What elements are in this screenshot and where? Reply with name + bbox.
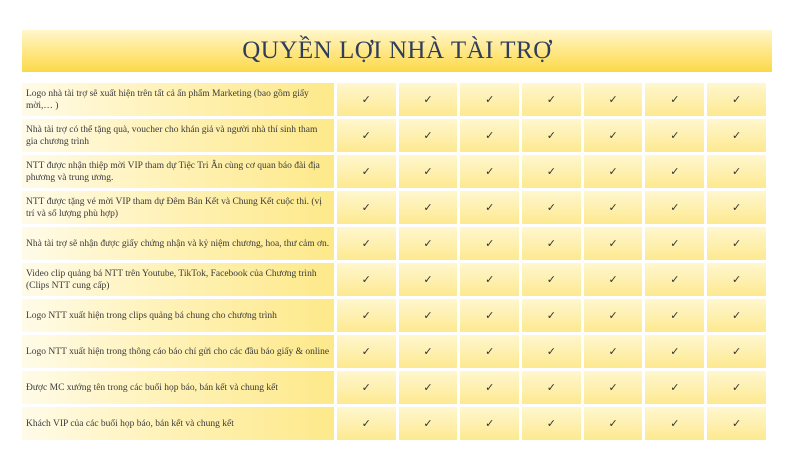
check-cell [522, 119, 581, 152]
benefit-label: Logo NTT xuất hiện trong thông cáo báo chí gửi cho các đầu báo giấy & online [22, 335, 334, 368]
check-cell [399, 299, 458, 332]
check-cell [399, 335, 458, 368]
check-cell [522, 191, 581, 224]
benefit-label: Logo nhà tài trợ sẽ xuất hiện trên tất cả ấn phẩm Marketing (bao gồm giấy mời,… ) [22, 83, 334, 116]
table-row [22, 371, 766, 404]
checkmark-icon: ✓ [485, 273, 495, 286]
checkmark-icon: ✓ [423, 417, 433, 430]
checkmark-icon: ✓ [423, 165, 433, 178]
check-cell [522, 371, 581, 404]
checkmark-icon: ✓ [731, 93, 742, 106]
check-cell [707, 335, 766, 368]
table-row [22, 227, 766, 260]
check-cell [460, 407, 519, 440]
checkmark-icon: ✓ [361, 237, 371, 250]
check-cell [460, 119, 519, 152]
checkmark-icon: ✓ [731, 273, 742, 286]
check-cell [584, 407, 643, 440]
check-cell [707, 191, 766, 224]
check-cell [584, 371, 643, 404]
checkmark-icon: ✓ [608, 93, 618, 106]
check-cell [522, 299, 581, 332]
check-cell [337, 155, 396, 188]
benefit-label: Nhà tài trợ sẽ nhận được giấy chứng nhận và kỷ niệm chương, hoa, thư cảm ơn. [22, 227, 334, 260]
check-cell [584, 191, 643, 224]
check-cell [645, 263, 704, 296]
benefit-label: Nhà tài trợ có thể tặng quà, voucher cho khán giả và người nhà thí sinh tham gia chương trình [22, 119, 334, 152]
check-cell [399, 407, 458, 440]
check-cell [337, 299, 396, 332]
checkmark-icon: ✓ [423, 129, 433, 142]
check-cell [460, 227, 519, 260]
check-cell [337, 83, 396, 116]
page-title: QUYỀN LỢI NHÀ TÀI TRỢ [242, 37, 552, 64]
check-cell [460, 191, 519, 224]
checkmark-icon: ✓ [670, 201, 680, 214]
checkmark-icon: ✓ [608, 381, 618, 394]
checkmark-icon: ✓ [485, 165, 495, 178]
checkmark-icon: ✓ [670, 309, 680, 322]
checkmark-icon: ✓ [485, 201, 495, 214]
check-cell [460, 371, 519, 404]
checkmark-icon: ✓ [546, 93, 556, 106]
check-cell [337, 263, 396, 296]
check-cell [707, 119, 766, 152]
checkmark-icon: ✓ [485, 237, 495, 250]
checkmark-icon: ✓ [361, 273, 371, 286]
checkmark-icon: ✓ [546, 237, 556, 250]
check-cell [645, 299, 704, 332]
checkmark-icon: ✓ [731, 381, 742, 394]
check-cell [399, 227, 458, 260]
checkmark-icon: ✓ [670, 165, 680, 178]
benefit-label: Video clip quảng bá NTT trên Youtube, TikTok, Facebook của Chương trình (Clips NTT cung cấp) [22, 263, 334, 296]
table-row [22, 155, 766, 188]
benefits-table [19, 80, 769, 443]
checkmark-icon: ✓ [361, 381, 371, 394]
checkmark-icon: ✓ [546, 417, 556, 430]
check-cell [645, 191, 704, 224]
table-row [22, 83, 766, 116]
checkmark-icon: ✓ [546, 129, 556, 142]
checkmark-icon: ✓ [670, 345, 680, 358]
checkmark-icon: ✓ [423, 93, 433, 106]
checkmark-icon: ✓ [485, 93, 495, 106]
check-cell [707, 155, 766, 188]
checkmark-icon: ✓ [608, 129, 618, 142]
check-cell [337, 407, 396, 440]
checkmark-icon: ✓ [731, 129, 742, 142]
checkmark-icon: ✓ [361, 201, 371, 214]
check-cell [460, 335, 519, 368]
check-cell [522, 407, 581, 440]
checkmark-icon: ✓ [485, 381, 495, 394]
checkmark-icon: ✓ [361, 417, 371, 430]
checkmark-icon: ✓ [546, 345, 556, 358]
checkmark-icon: ✓ [546, 309, 556, 322]
check-cell [337, 371, 396, 404]
checkmark-icon: ✓ [485, 129, 495, 142]
benefit-label: NTT được nhận thiệp mời VIP tham dự Tiệc Tri Ân cùng cơ quan báo đài địa phương và trung ương. [22, 155, 334, 188]
check-cell [707, 263, 766, 296]
check-cell [522, 227, 581, 260]
checkmark-icon: ✓ [731, 417, 742, 430]
checkmark-icon: ✓ [361, 345, 371, 358]
check-cell [707, 83, 766, 116]
table-row [22, 407, 766, 440]
checkmark-icon: ✓ [608, 417, 618, 430]
table-row [22, 299, 766, 332]
checkmark-icon: ✓ [608, 273, 618, 286]
checkmark-icon: ✓ [608, 237, 618, 250]
check-cell [645, 227, 704, 260]
checkmark-icon: ✓ [670, 417, 680, 430]
checkmark-icon: ✓ [423, 345, 433, 358]
checkmark-icon: ✓ [546, 201, 556, 214]
check-cell [460, 299, 519, 332]
check-cell [399, 263, 458, 296]
check-cell [707, 227, 766, 260]
checkmark-icon: ✓ [361, 309, 371, 322]
checkmark-icon: ✓ [670, 237, 680, 250]
check-cell [399, 83, 458, 116]
check-cell [460, 155, 519, 188]
checkmark-icon: ✓ [485, 345, 495, 358]
check-cell [337, 227, 396, 260]
check-cell [522, 155, 581, 188]
check-cell [584, 335, 643, 368]
table-row [22, 119, 766, 152]
checkmark-icon: ✓ [670, 93, 680, 106]
title-banner [22, 30, 772, 72]
checkmark-icon: ✓ [731, 201, 742, 214]
benefit-label: NTT được tặng vé mời VIP tham dự Đêm Bán Kết và Chung Kết cuộc thi. (vị trí và số lượng phù hợp) [22, 191, 334, 224]
check-cell [584, 83, 643, 116]
check-cell [584, 119, 643, 152]
check-cell [399, 119, 458, 152]
check-cell [645, 119, 704, 152]
checkmark-icon: ✓ [423, 237, 433, 250]
check-cell [337, 119, 396, 152]
checkmark-icon: ✓ [423, 273, 433, 286]
table-row [22, 335, 766, 368]
checkmark-icon: ✓ [670, 129, 680, 142]
check-cell [645, 155, 704, 188]
table-row [22, 263, 766, 296]
checkmark-icon: ✓ [670, 273, 680, 286]
checkmark-icon: ✓ [608, 345, 618, 358]
check-cell [399, 155, 458, 188]
check-cell [522, 335, 581, 368]
checkmark-icon: ✓ [361, 165, 371, 178]
check-cell [460, 83, 519, 116]
check-cell [584, 263, 643, 296]
check-cell [584, 299, 643, 332]
check-cell [707, 371, 766, 404]
check-cell [645, 83, 704, 116]
checkmark-icon: ✓ [731, 309, 742, 322]
checkmark-icon: ✓ [670, 381, 680, 394]
checkmark-icon: ✓ [485, 309, 495, 322]
checkmark-icon: ✓ [423, 309, 433, 322]
check-cell [399, 191, 458, 224]
check-cell [337, 191, 396, 224]
checkmark-icon: ✓ [546, 165, 556, 178]
benefit-label: Được MC xướng tên trong các buổi họp báo, bán kết và chung kết [22, 371, 334, 404]
checkmark-icon: ✓ [423, 201, 433, 214]
checkmark-icon: ✓ [608, 165, 618, 178]
table-row [22, 191, 766, 224]
check-cell [645, 335, 704, 368]
checkmark-icon: ✓ [608, 201, 618, 214]
check-cell [337, 335, 396, 368]
check-cell [707, 299, 766, 332]
checkmark-icon: ✓ [546, 381, 556, 394]
check-cell [707, 407, 766, 440]
checkmark-icon: ✓ [731, 345, 742, 358]
benefit-label: Khách VIP của các buổi họp báo, bán kết và chung kết [22, 407, 334, 440]
check-cell [522, 263, 581, 296]
check-cell [584, 155, 643, 188]
checkmark-icon: ✓ [608, 309, 618, 322]
checkmark-icon: ✓ [731, 165, 742, 178]
check-cell [460, 263, 519, 296]
check-cell [645, 371, 704, 404]
benefits-table-body [22, 83, 766, 440]
check-cell [399, 371, 458, 404]
check-cell [522, 83, 581, 116]
checkmark-icon: ✓ [731, 237, 742, 250]
checkmark-icon: ✓ [423, 381, 433, 394]
benefit-label: Logo NTT xuất hiện trong clips quảng bá chung cho chương trình [22, 299, 334, 332]
checkmark-icon: ✓ [485, 417, 495, 430]
check-cell [645, 407, 704, 440]
check-cell [584, 227, 643, 260]
checkmark-icon: ✓ [361, 129, 371, 142]
checkmark-icon: ✓ [361, 93, 371, 106]
checkmark-icon: ✓ [546, 273, 556, 286]
